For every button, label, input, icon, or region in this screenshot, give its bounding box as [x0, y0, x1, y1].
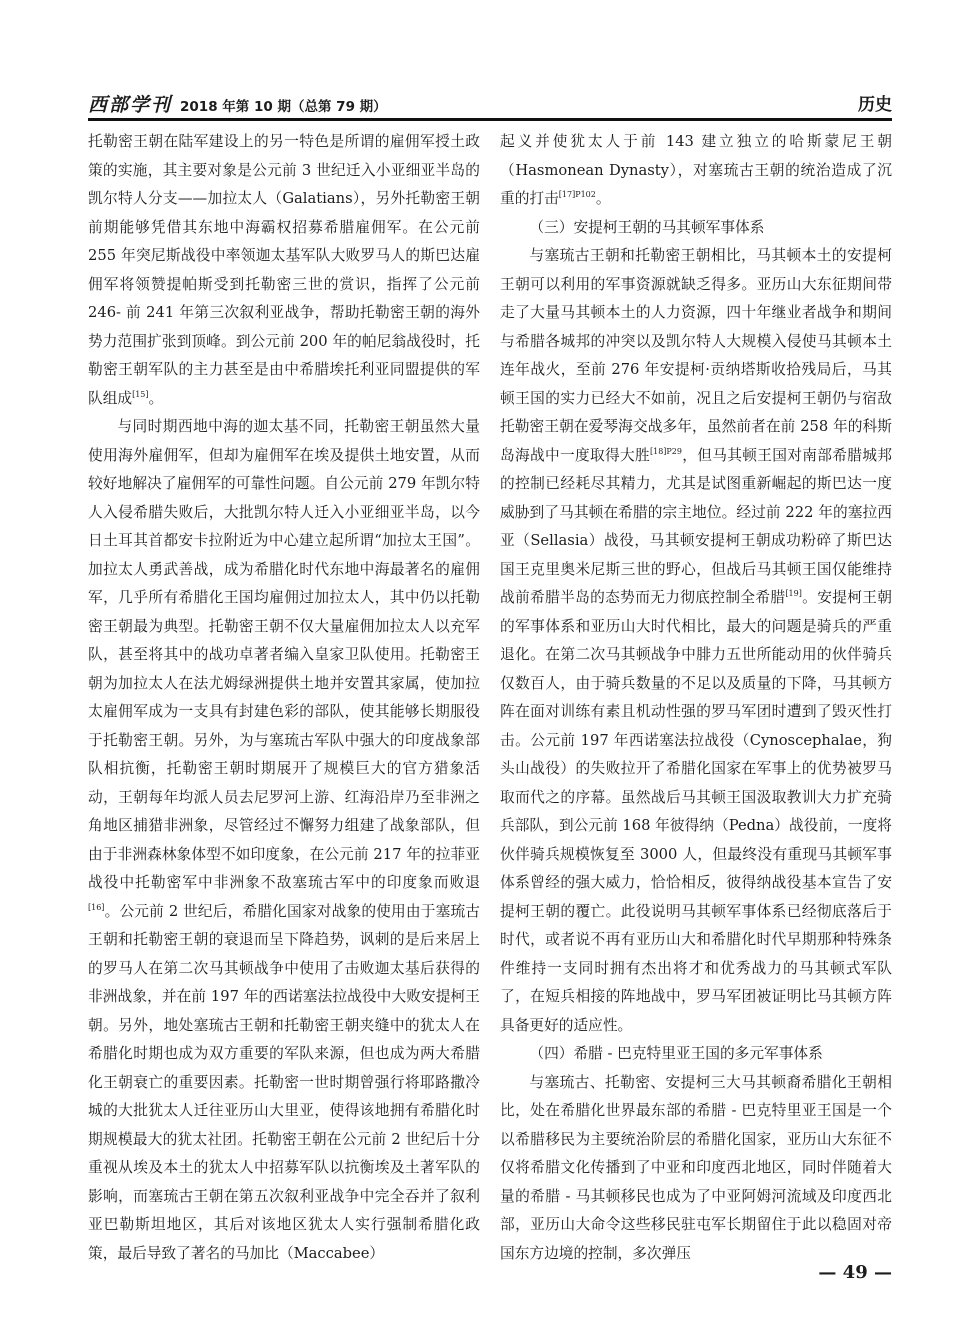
page-number: — 49 — — [818, 1262, 892, 1283]
paragraph-text: ，但马其顿王国对南部希腊城邦的控制已经耗尽其精力，尤其是试图重新崛起的斯巴达一度威胁到了马其顿在希腊的宗主地位。经过前 222 年的塞拉西亚（Sellasia）战役，马其顿安提柯王朝成功粉碎了斯巴达国王克里奥米尼斯三世的野心，但战后马其顿王国仅能维持战前希腊半岛的态势而无力彻底控制全希腊 — [500, 446, 892, 606]
paragraph-tail: 。公元前 2 世纪后，希腊化国家对战象的使用由于塞琉古王朝和托勒密王朝的衰退而呈下降趋势，讽刺的是后来居上的罗马人在第二次马其顿战争中使用了击败迦太基后获得的非洲战象，并在前 197 年的西诺塞法拉战役中大败安提柯王朝。另外，地处塞琉古王朝和托勒密王朝夹缝中的犹太人在希腊化时期也成为双方重要的军队来源，但也成为两大希腊化王朝衰亡的重要因素。托勒密一世时期曾强行将耶路撒冷城的大批犹太人迁往亚历山大里亚，使得该地拥有希腊化时期规模最大的犹太社团。托勒密王朝在公元前 2 世纪后十分重视从埃及本土的犹太人中招募军队以抗衡埃及土著军队的影响，而塞琉古王朝在第五次叙利亚战争中完全吞并了叙利亚巴勒斯坦地区，其后对该地区犹太人实行强制希腊化政策，最后导致了著名的马加比（Maccabee） — [88, 902, 480, 1262]
left-paragraph-2 — [88, 413, 480, 1268]
citation-ref: [16] — [88, 902, 105, 912]
header-rule — [88, 118, 892, 121]
paragraph-text: 托勒密王朝在陆军建设上的另一特色是所谓的雇佣军授土政策的实施，其主要对象是公元前 3 世纪迁入小亚细亚半岛的凯尔特人分支——加拉太人（Galatians），另外托勒密王朝前期能够凭借其东地中海霸权招募希腊雇佣军。在公元前 255 年突尼斯战役中率领迦太基军队大败罗马人的斯巴达雇佣军将领赞提帕斯受到托勒密三世的赏识，指挥了公元前 246- 前 241 年第三次叙利亚战争，帮助托勒密王朝的海外势力范围扩张到顶峰。到公元前 200 年的帕尼翁战役时，托勒密王朝军队的主力甚至是由中希腊埃托利亚同盟提供的军队组成 — [88, 133, 480, 407]
right-paragraph-3 — [500, 1069, 892, 1269]
section-heading-3: （三）安提柯王朝的马其顿军事体系 — [529, 218, 765, 236]
paragraph-text: 与塞琉古、托勒密、安提柯三大马其顿裔希腊化王朝相比，处在希腊化世界最东部的希腊 - 巴克特里亚王国是一个以希腊移民为主要统治阶层的希腊化国家，亚历山大东征不仅将希腊文化传播到了中亚和印度西北地区，同时伴随着大量的希腊 - 马其顿移民也成为了中亚阿姆河流域及印度西北部，亚历山大命令这些移民驻屯军长期留住于此以稳固对帝国东方边境的控制，多次弹压 — [500, 1073, 892, 1262]
page-header — [88, 86, 892, 118]
paragraph-text: 与塞琉古王朝和托勒密王朝相比，马其顿本土的安提柯王朝可以利用的军事资源就缺乏得多。亚历山大东征期间带走了大量马其顿本土的人力资源，四十年继业者战争和期间与希腊各城邦的冲突以及凯尔特人大规模入侵使马其顿本土连年战火，至前 276 年安提柯·贡纳塔斯收拾残局后，马其顿王国的实力已经大不如前，况且之后安提柯王朝仍与宿敌托勒密王朝在爱琴海交战多年，虽然前者在前 258 年的科斯岛海战中一度取得大胜 — [500, 247, 892, 464]
citation-ref: [19] — [785, 589, 802, 599]
left-column — [88, 128, 480, 1268]
issue-info: 2018 年第 10 期（总第 79 期） — [180, 99, 387, 115]
paragraph-text: 起义并使犹太人于前 143 建立独立的哈斯蒙尼王朝（Hasmonean Dynasty），对塞琉古王朝的统治造成了沉重的打击 — [500, 133, 892, 207]
citation-ref: [17]P102 — [558, 190, 596, 200]
right-column — [500, 128, 892, 1268]
paragraph-text: 与同时期西地中海的迦太基不同，托勒密王朝虽然大量使用海外雇佣军，但却为雇佣军在埃及提供土地安置，从而较好地解决了雇佣军的可靠性问题。自公元前 279 年凯尔特人入侵希腊失败后，大批凯尔特人迁入小亚细亚半岛，以今日土耳其首都安卡拉附近为中心建立起所谓“加拉太王国”。加拉太人勇武善战，成为希腊化时代东地中海最著名的雇佣军，几乎所有希腊化王国均雇佣过加拉太人，其中仍以托勒密王朝最为典型。托勒密王朝不仅大量雇佣加拉太人以充军队，甚至将其中的战功卓著者编入皇家卫队使用。托勒密王朝为加拉太人在法尤姆绿洲提供土地并安置其家属，使加拉太雇佣军成为一支具有封建色彩的部队，使其能够长期服役于托勒密王朝。另外，为与塞琉古军队中强大的印度战象部队相抗衡，托勒密王朝时期展开了规模巨大的官方猎象活动，王朝每年均派人员去尼罗河上游、红海沿岸乃至非洲之角地区捕猎非洲象，尽管经过不懈努力组建了战象部队，但由于非洲森林象体型不如印度象，在公元前 217 年的拉菲亚战役中托勒密军中非洲象不敌塞琉古军中的印度象而败退 — [88, 418, 480, 891]
section-heading-4: （四）希腊 - 巴克特里亚王国的多元军事体系 — [529, 1045, 823, 1062]
left-paragraph-1 — [88, 128, 480, 413]
journal-title: 西部学刊 — [88, 94, 173, 116]
paragraph-tail: 。安提柯王朝的军事体系和亚历山大时代相比，最大的问题是骑兵的严重退化。在第二次马其顿战争中腓力五世所能动用的伙伴骑兵仅数百人，由于骑兵数量的不足以及质量的下降，马其顿方阵在面对训练有素且机动性强的罗马军团时遭到了毁灭性打击。公元前 197 年西诺塞法拉战役（Cynoscephalae，狗头山战役）的失败拉开了希腊化国家在军事上的优势被罗马取而代之的序幕。虽然战后马其顿王国汲取教训大力扩充骑兵部队，到公元前 168 年彼得纳（Pedna）战役前，一度将伙伴骑兵规模恢复至 3000 人，但最终没有重现马其顿军事体系曾经的强大威力，恰恰相反，彼得纳战役基本宣告了安提柯王朝的覆亡。此役说明马其顿军事体系已经彻底落后于时代，或者说不再有亚历山大和希腊化时代早期那种特殊条件维持一支同时拥有杰出将才和优秀战力的马其顿式军队了，在短兵相接的阵地战中，罗马军团被证明比马其顿方阵具备更好的适应性。 — [500, 589, 892, 1034]
section-label: 历史 — [858, 95, 892, 115]
citation-ref: [15] — [132, 389, 149, 399]
header-left — [88, 90, 387, 117]
right-paragraph-2 — [500, 242, 892, 1040]
citation-ref: [18]P29 — [650, 446, 682, 456]
paragraph-tail: 。 — [148, 389, 164, 407]
right-paragraph-1 — [500, 128, 892, 214]
paragraph-tail: 。 — [595, 190, 611, 207]
